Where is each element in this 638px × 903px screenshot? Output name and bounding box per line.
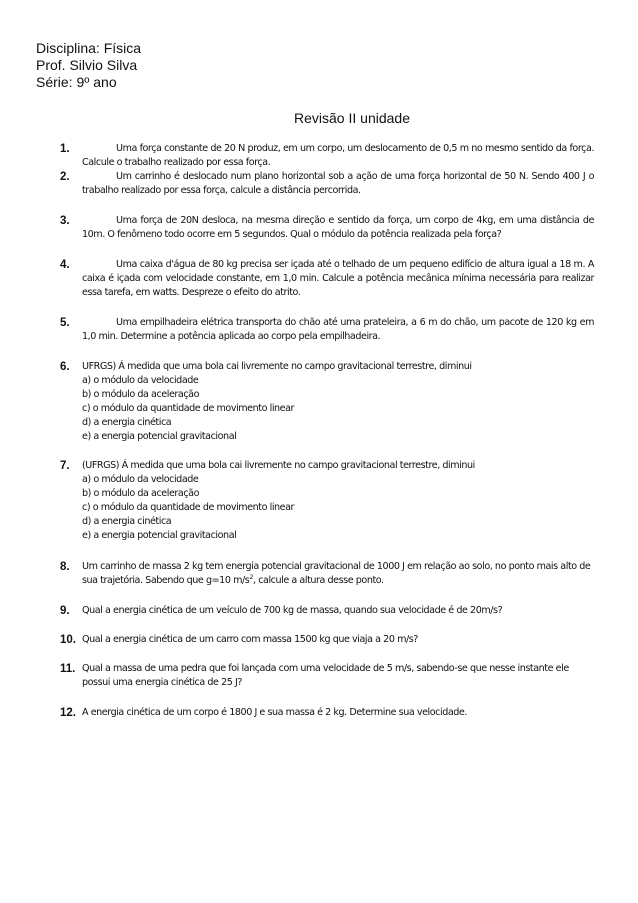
- option-b: b) o módulo da aceleração: [82, 389, 200, 400]
- question-6: [60, 360, 594, 444]
- option-e: e) a energia potencial gravitacional: [82, 530, 237, 541]
- question-text: UFRGS) Á medida que uma bola cai livremente no campo gravitacional terrestre, diminui: [82, 361, 472, 372]
- option-e: e) a energia potencial gravitacional: [82, 431, 237, 442]
- question-11: [60, 662, 594, 690]
- question-text: Qual a energia cinética de um carro com massa 1500 kg que viaja a 20 m/s?: [82, 634, 418, 645]
- question-text: Uma empilhadeira elétrica transporta do chão até uma prateleira, a 6 m do chão, um pacote de 120 kg em 1,0 min. Determine a potência aplicada ao corpo pela empilhadeira.: [82, 317, 594, 342]
- question-number: 1.: [60, 143, 70, 155]
- grade-line: Série: 9º ano: [36, 74, 117, 90]
- document-header: [36, 40, 141, 91]
- option-d: d) a energia cinética: [82, 516, 172, 527]
- page-title: Revisão II unidade: [294, 110, 410, 126]
- question-4: [60, 258, 594, 300]
- superscript: 2: [249, 572, 254, 581]
- question-text: Uma caixa d'água de 80 kg precisa ser içada até o telhado de um pequeno edifício de altura igual a 18 m. A caixa é içada com velocidade constante, em 1,0 min. Calcule a potência mecânica mínima necessária para realizar essa tarefa, em watts. Despreze o efeito do atrito.: [82, 259, 594, 298]
- question-number: 9.: [60, 605, 70, 617]
- question-text: Qual a energia cinética de um veículo de 700 kg de massa, quando sua velocidade é de 20m/s?: [82, 605, 503, 616]
- question-number: 11.: [60, 663, 76, 675]
- question-2: [60, 170, 594, 198]
- option-list: [82, 374, 594, 444]
- question-text: A energia cinética de um corpo é 1800 J e sua massa é 2 kg. Determine sua velocidade.: [82, 707, 467, 718]
- option-c: c) o módulo da quantidade de movimento linear: [82, 403, 295, 414]
- subject-line: Disciplina: Física: [36, 40, 142, 56]
- question-text: Uma força de 20N desloca, na mesma direção e sentido da força, um corpo de 4kg, em uma distância de 10m. O fenômeno todo ocorre em 5 segundos. Qual o módulo da potência realizada pela força?: [82, 215, 594, 240]
- question-5: [60, 316, 594, 344]
- question-number: 2.: [60, 171, 70, 183]
- question-number: 4.: [60, 259, 70, 271]
- question-12: [60, 706, 594, 720]
- option-d: d) a energia cinética: [82, 417, 172, 428]
- question-text: Um carrinho de massa 2 kg tem energia potencial gravitacional de 1000 J em relação ao solo, no ponto mais alto de sua trajetória. Sabendo que g=10 $m/s^2$, calcule a altura desse ponto.: [82, 561, 591, 586]
- question-7: [60, 459, 594, 543]
- question-text: Um carrinho é deslocado num plano horizontal sob a ação de uma força horizontal de 50 N. Sendo 400 J o trabalho realizado por essa força, calcule a distância percorrida.: [82, 171, 594, 196]
- option-list: [82, 473, 594, 543]
- question-number: 12.: [60, 707, 76, 719]
- question-text: Qual a massa de uma pedra que foi lançada com uma velocidade de 5 m/s, sabendo-se que nesse instante ele possui uma energia cinética de 25 J?: [82, 663, 569, 688]
- question-text: Uma força constante de 20 N produz, em um corpo, um deslocamento de 0,5 m no mesmo sentido da força. Calcule o trabalho realizado por essa força.: [82, 143, 594, 168]
- question-8: [60, 560, 594, 588]
- option-a: a) o módulo da velocidade: [82, 474, 199, 485]
- question-text: (UFRGS) Á medida que uma bola cai livremente no campo gravitacional terrestre, diminui: [82, 460, 475, 471]
- question-number: 6.: [60, 361, 70, 373]
- question-number: 3.: [60, 215, 70, 227]
- question-number: 10.: [60, 634, 76, 646]
- question-number: 5.: [60, 317, 70, 329]
- question-1: [60, 142, 594, 170]
- option-b: b) o módulo da aceleração: [82, 488, 200, 499]
- question-3: [60, 214, 594, 242]
- option-a: a) o módulo da velocidade: [82, 375, 199, 386]
- question-number: 7.: [60, 460, 70, 472]
- question-9: [60, 604, 594, 618]
- question-number: 8.: [60, 561, 70, 573]
- teacher-line: Prof. Silvio Silva: [36, 57, 138, 73]
- option-c: c) o módulo da quantidade de movimento linear: [82, 502, 295, 513]
- question-10: [60, 633, 594, 647]
